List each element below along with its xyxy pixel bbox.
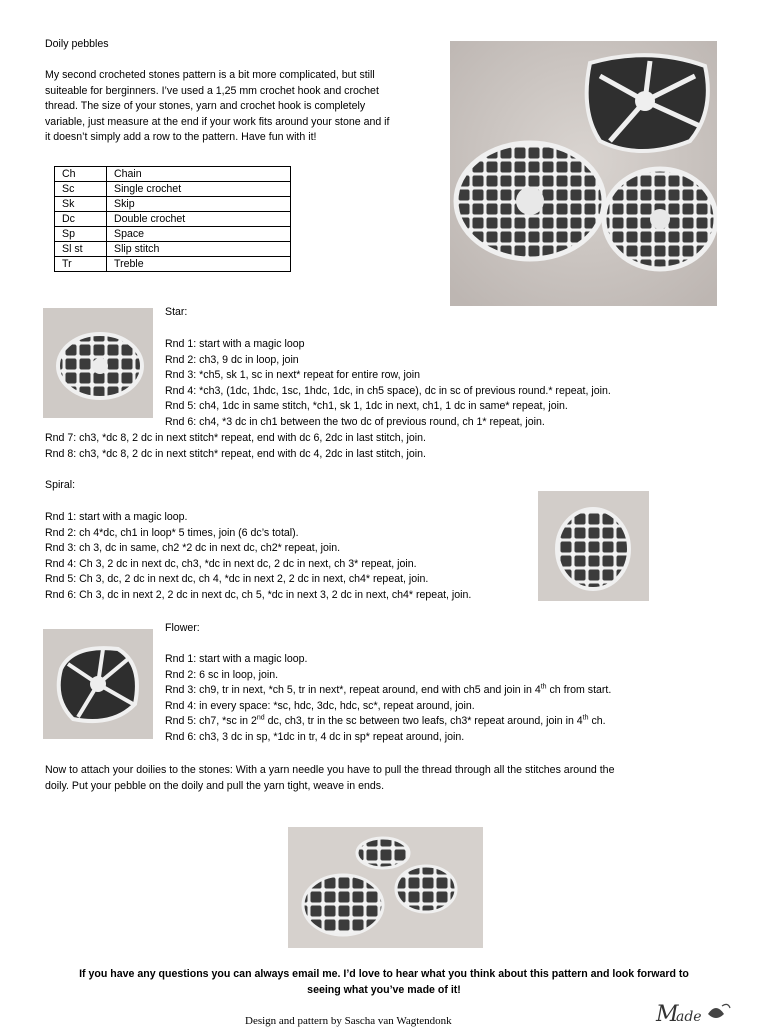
pattern-round <box>165 683 611 699</box>
abbr-cell: Ch <box>55 167 107 182</box>
table-row <box>55 212 291 227</box>
pattern-round: Rnd 1: start with a magic loop. <box>45 511 188 523</box>
pebbles-photo <box>450 41 717 306</box>
pattern-round: Rnd 3: ch 3, dc in same, ch2 *2 dc in next dc, ch2* repeat, join. <box>45 542 341 555</box>
pattern-round: Rnd 2: ch3, 9 dc in loop, join <box>165 353 299 366</box>
meaning-cell: Treble <box>107 257 291 272</box>
pattern-round: Rnd 7: ch3, *dc 8, 2 dc in next stitch* repeat, end with dc 6, 2dc in last stitch, join. <box>45 432 426 444</box>
svg-text:ade: ade <box>676 1009 702 1024</box>
attach-line: Now to attach your doilies to the stones: With a yarn needle you have to pull the thread through all the stitches around the <box>45 764 615 776</box>
pattern-round: Rnd 2: ch 4*dc, ch1 in loop* 5 times, join (6 dc’s total). <box>45 526 299 539</box>
flower-heading: Flower: <box>165 622 200 634</box>
pattern-round: Rnd 5: Ch 3, dc, 2 dc in next dc, ch 4, *dc in next 2, 2 dc in next, ch4* repeat, join. <box>45 573 429 586</box>
table-row <box>55 182 291 197</box>
intro-line: suiteable for berginners. I’ve used a 1,25 mm crochet hook and crochet <box>45 84 379 97</box>
pattern-round: Rnd 4: *ch3, (1dc, 1hdc, 1sc, 1hdc, 1dc, in ch5 space), dc in sc of previous round.* repeat, join. <box>165 384 611 397</box>
ordinal-suffix: nd <box>256 714 265 722</box>
round-text: Rnd 5: ch7, *sc in 2 <box>165 715 257 728</box>
made-logo <box>652 992 732 1024</box>
svg-text:M: M <box>656 1002 679 1024</box>
star-heading: Star: <box>165 306 188 318</box>
table-row <box>55 257 291 272</box>
ordinal-suffix: th <box>540 683 547 691</box>
meaning-cell: Space <box>107 227 291 242</box>
round-text: Rnd 3: ch9, tr in next, *ch 5, tr in next*, repeat around, end with ch5 and join in 4 <box>165 684 541 697</box>
table-row <box>55 167 291 182</box>
pattern-round: Rnd 5: ch4, 1dc in same stitch, *ch1, sk 1, 1dc in next, ch1, 1 dc in same* repeat, join. <box>165 400 568 413</box>
intro-line: variable, just measure at the end if your work fits around your stone and if <box>45 115 390 128</box>
finished-pebbles-photo <box>288 827 483 948</box>
abbr-cell: Sc <box>55 182 107 197</box>
pattern-round: Rnd 8: ch3, *dc 8, 2 dc in next stitch* repeat, end with dc 4, 2dc in last stitch, join. <box>45 447 426 460</box>
meaning-cell: Single crochet <box>107 182 291 197</box>
round-text: dc, ch3, tr in the sc between two leafs, ch3* repeat around, join in 4 <box>264 715 583 728</box>
table-row <box>55 197 291 212</box>
abbr-cell: Tr <box>55 257 107 272</box>
closing-line: If you have any questions you can always email me. I’d love to hear what you think about this pattern and look forward to <box>79 968 689 980</box>
pattern-round <box>165 714 611 730</box>
attach-paragraph <box>45 763 614 794</box>
abbr-cell: Sl st <box>55 242 107 257</box>
round-text: ch from start. <box>546 684 612 697</box>
table-row <box>55 227 291 242</box>
closing-line: seeing what you’ve made of it! <box>307 983 461 996</box>
pattern-round: Rnd 2: 6 sc in loop, join. <box>165 668 279 681</box>
intro-paragraph <box>45 68 389 146</box>
ordinal-suffix: th <box>582 714 589 722</box>
attach-line: doily. Put your pebble on the doily and pull the yarn tight, weave in ends. <box>45 779 385 792</box>
pattern-round: Rnd 4: in every space: *sc, hdc, 3dc, hdc, sc*, repeat around, join. <box>165 699 475 712</box>
table-row <box>55 242 291 257</box>
intro-line: it doesn’t simply add a row to the pattern. Have fun with it! <box>45 131 317 144</box>
round-text: ch. <box>588 715 606 728</box>
star-pebble-photo <box>43 308 153 418</box>
pattern-round: Rnd 4: Ch 3, 2 dc in next dc, ch3, *dc in next dc, 2 dc in next, ch 3* repeat, join. <box>45 557 417 570</box>
page-title: Doily pebbles <box>45 38 109 50</box>
intro-line: My second crocheted stones pattern is a bit more complicated, but still <box>45 69 375 81</box>
designer-credit: Design and pattern by Sascha van Wagtendonk <box>245 1015 452 1027</box>
abbr-cell: Dc <box>55 212 107 227</box>
meaning-cell: Double crochet <box>107 212 291 227</box>
meaning-cell: Slip stitch <box>107 242 291 257</box>
meaning-cell: Skip <box>107 197 291 212</box>
pattern-round: Rnd 1: start with a magic loop. <box>165 653 308 665</box>
spiral-heading: Spiral: <box>45 479 76 491</box>
pattern-round: Rnd 3: *ch5, sk 1, sc in next* repeat for entire row, join <box>165 369 420 382</box>
pattern-round: Rnd 6: Ch 3, dc in next 2, 2 dc in next dc, ch 5, *dc in next 3, 2 dc in next, ch4* repeat, join. <box>45 588 472 601</box>
star-rounds-full <box>45 431 426 462</box>
abbreviation-table <box>54 166 291 272</box>
abbr-cell: Sk <box>55 197 107 212</box>
star-rounds-indented <box>165 337 611 431</box>
pattern-round: Rnd 6: ch4, *3 dc in ch1 between the two dc of previous round, ch 1* repeat, join. <box>165 415 545 428</box>
flower-rounds <box>165 652 611 746</box>
abbr-cell: Sp <box>55 227 107 242</box>
pattern-round: Rnd 6: ch3, 3 dc in sp, *1dc in tr, 4 dc in sp* repeat around, join. <box>165 730 465 743</box>
intro-line: thread. The size of your stones, yarn and crochet hook is completely <box>45 100 366 113</box>
spiral-rounds <box>45 510 471 604</box>
pattern-round: Rnd 1: start with a magic loop <box>165 338 305 350</box>
spiral-pebble-photo <box>538 491 649 601</box>
meaning-cell: Chain <box>107 167 291 182</box>
flower-pebble-photo <box>43 629 153 739</box>
